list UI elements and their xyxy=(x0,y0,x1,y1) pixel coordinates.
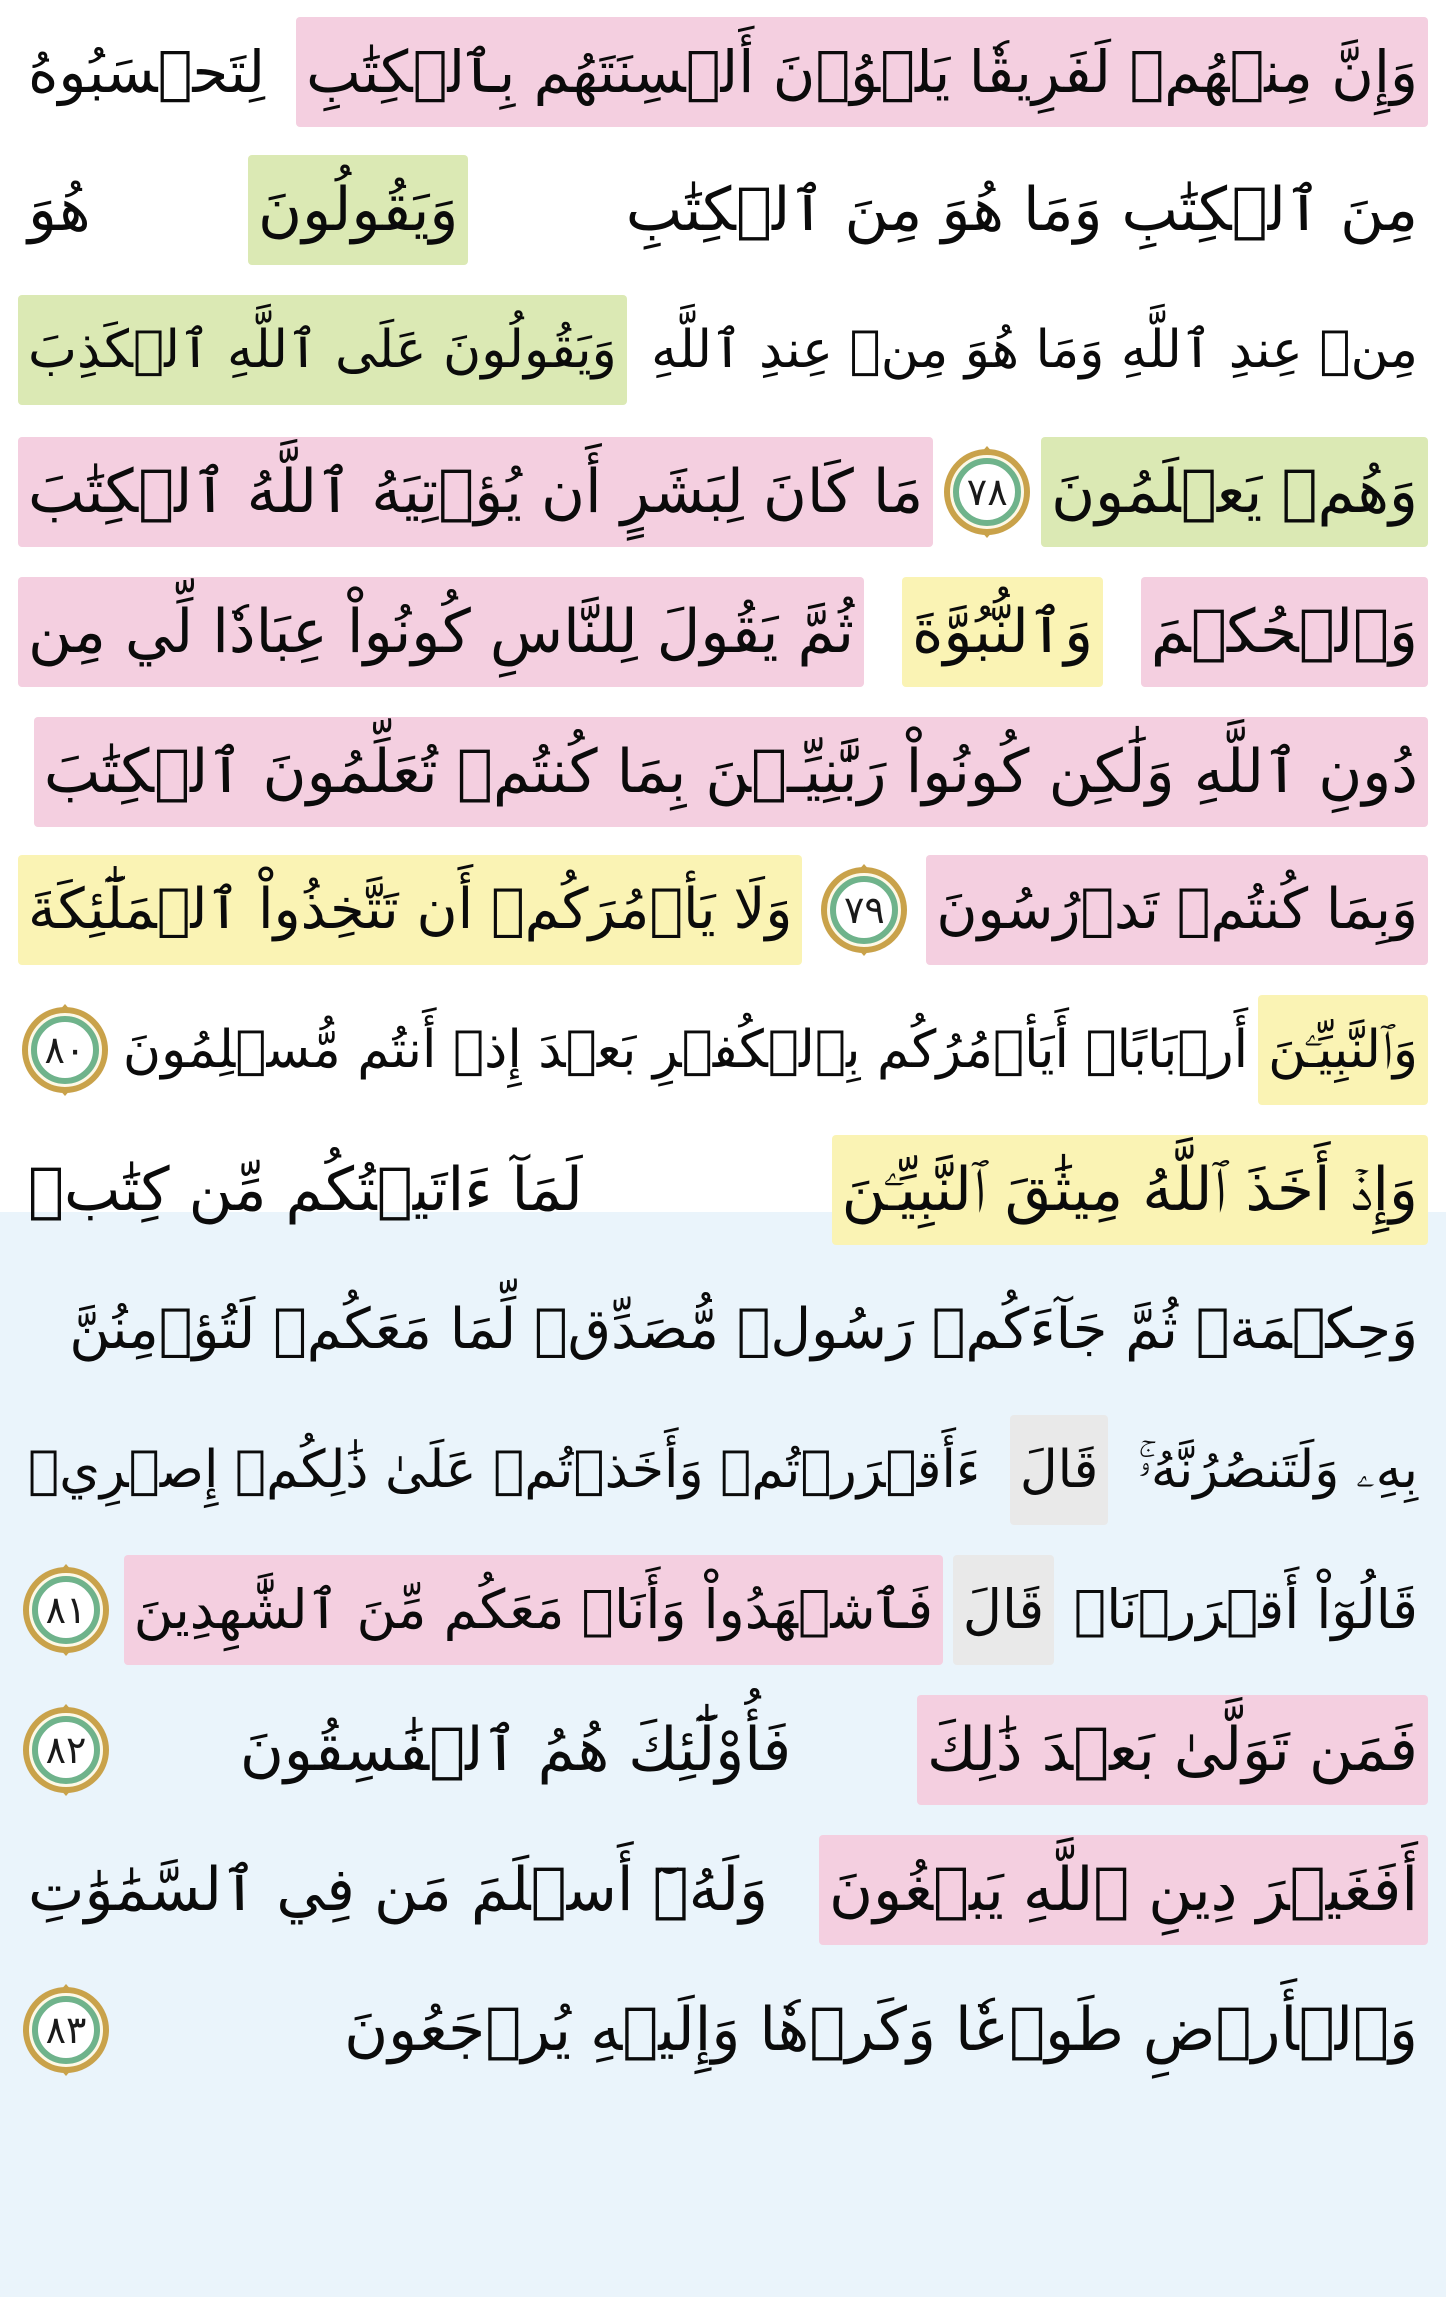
highlighted-phrase-pink: أَفَغَيۡرَ دِينِ ٱللَّهِ يَبۡغُونَ xyxy=(819,1835,1428,1945)
verse-line xyxy=(18,1970,1428,2090)
verse-line xyxy=(18,150,1428,270)
verse-text: أَرۡبَابًاۗ أَيَأۡمُرُكُم بِٱلۡكُفۡرِ بَعۡدَ إِذۡ أَنتُم مُّسۡلِمُونَ xyxy=(122,1020,1249,1080)
verse-line xyxy=(18,1410,1428,1530)
verse-text: وَحِكۡمَةٖ ثُمَّ جَآءَكُمۡ رَسُولٞ مُّصَدِّقٞ لِّمَا مَعَكُمۡ لَتُؤۡمِنُنَّ xyxy=(69,1297,1418,1362)
highlighted-phrase-pink: فَمَن تَوَلَّىٰ بَعۡدَ ذَٰلِكَ xyxy=(917,1695,1428,1805)
highlighted-phrase-pink: فَٱشۡهَدُواْ وَأَنَا۠ مَعَكُم مِّنَ ٱلشَّٰهِدِينَ xyxy=(124,1555,943,1665)
ayah-number: ٨٣ xyxy=(45,2008,87,2052)
verse-line xyxy=(18,572,1428,692)
verse-text: لَمَآ ءَاتَيۡتُكُم مِّن كِتَٰبٖ xyxy=(28,1155,583,1225)
verse-line xyxy=(18,1550,1428,1670)
verse-line xyxy=(18,1270,1428,1390)
ayah-number: ٨٠ xyxy=(44,1028,86,1072)
verse-line xyxy=(18,1830,1428,1950)
ayah-end-marker-icon xyxy=(18,1982,114,2078)
verse-text: هُوَ xyxy=(28,175,91,245)
highlighted-phrase-gray: قَالَ xyxy=(953,1555,1055,1665)
highlighted-phrase-pink: مَا كَانَ لِبَشَرٍ أَن يُؤۡتِيَهُ ٱللَّهُ ٱلۡكِتَٰبَ xyxy=(18,437,933,547)
highlighted-phrase-yellow: وَٱلنُّبُوَّةَ xyxy=(902,577,1103,687)
highlighted-phrase-green: وَيَقُولُونَ عَلَى ٱللَّهِ ٱلۡكَذِبَ xyxy=(18,295,627,405)
ayah-number: ٧٩ xyxy=(844,888,885,932)
highlighted-phrase-yellow: وَلَا يَأۡمُرَكُمۡ أَن تَتَّخِذُواْ ٱلۡمَلَٰٓئِكَةَ xyxy=(18,855,802,965)
verse-text: وَلَهُۥٓ أَسۡلَمَ مَن فِي ٱلسَّمَٰوَٰتِ xyxy=(28,1855,769,1925)
verse-line xyxy=(18,432,1428,552)
verse-text: بِهِۦ وَلَتَنصُرُنَّهُۥۚ xyxy=(1137,1440,1418,1500)
verse-text: فَأُوْلَٰٓئِكَ هُمُ ٱلۡفَٰسِقُونَ xyxy=(239,1715,792,1785)
verse-line xyxy=(18,1690,1428,1810)
ayah-end-marker-icon xyxy=(816,862,912,958)
ayah-number: ٧٨ xyxy=(966,470,1008,514)
verse-line xyxy=(18,12,1428,132)
ayah-end-marker-icon xyxy=(18,1562,114,1658)
highlighted-phrase-yellow: وَإِذۡ أَخَذَ ٱللَّهُ مِيثَٰقَ ٱلنَّبِيِّـۧنَ xyxy=(832,1135,1428,1245)
highlighted-phrase-green: وَهُمۡ يَعۡلَمُونَ xyxy=(1041,437,1428,547)
ayah-number: ٨٢ xyxy=(45,1728,87,1772)
verse-line xyxy=(18,990,1428,1110)
verse-text: قَالُوٓاْ أَقۡرَرۡنَاۚ xyxy=(1073,1578,1418,1641)
verse-line xyxy=(18,712,1428,832)
highlighted-phrase-pink: وَٱلۡحُكۡمَ xyxy=(1141,577,1428,687)
highlighted-phrase-yellow: وَٱلنَّبِيِّـۧنَ xyxy=(1258,995,1428,1105)
ayah-number: ٨١ xyxy=(45,1588,87,1632)
highlighted-phrase-pink: ثُمَّ يَقُولَ لِلنَّاسِ كُونُواْ عِبَادٗا لِّي مِن xyxy=(18,577,864,687)
verse-text: مِنۡ عِندِ ٱللَّهِ وَمَا هُوَ مِنۡ عِندِ ٱللَّهِ xyxy=(651,320,1418,380)
verse-text: لِتَحۡسَبُوهُ xyxy=(28,38,266,106)
highlighted-phrase-pink: وَإِنَّ مِنۡهُمۡ لَفَرِيقٗا يَلۡوُۥنَ أَلۡسِنَتَهُم بِٱلۡكِتَٰبِ xyxy=(296,17,1428,127)
verse-text: وَٱلۡأَرۡضِ طَوۡعٗا وَكَرۡهٗا وَإِلَيۡهِ يُرۡجَعُونَ xyxy=(344,1995,1418,2065)
verse-line xyxy=(18,850,1428,970)
highlighted-phrase-green: وَيَقُولُونَ xyxy=(248,155,468,265)
highlighted-phrase-pink: دُونِ ٱللَّهِ وَلَٰكِن كُونُواْ رَبَّٰنِيِّـۧنَ بِمَا كُنتُمۡ تُعَلِّمُونَ ٱلۡكِتَٰبَ xyxy=(34,717,1428,827)
highlighted-phrase-gray: قَالَ xyxy=(1010,1415,1108,1525)
ayah-end-marker-icon xyxy=(939,444,1035,540)
verse-text: مِنَ ٱلۡكِتَٰبِ وَمَا هُوَ مِنَ ٱلۡكِتَٰبِ xyxy=(625,175,1418,245)
verse-text: ءَأَقۡرَرۡتُمۡ وَأَخَذۡتُمۡ عَلَىٰ ذَٰلِكُمۡ إِصۡرِيۖ xyxy=(28,1440,981,1500)
ayah-end-marker-icon xyxy=(17,1002,113,1098)
ayah-end-marker-icon xyxy=(18,1702,114,1798)
verse-line xyxy=(18,1130,1428,1250)
verse-line xyxy=(18,290,1428,410)
highlighted-phrase-pink: وَبِمَا كُنتُمۡ تَدۡرُسُونَ xyxy=(926,855,1428,965)
